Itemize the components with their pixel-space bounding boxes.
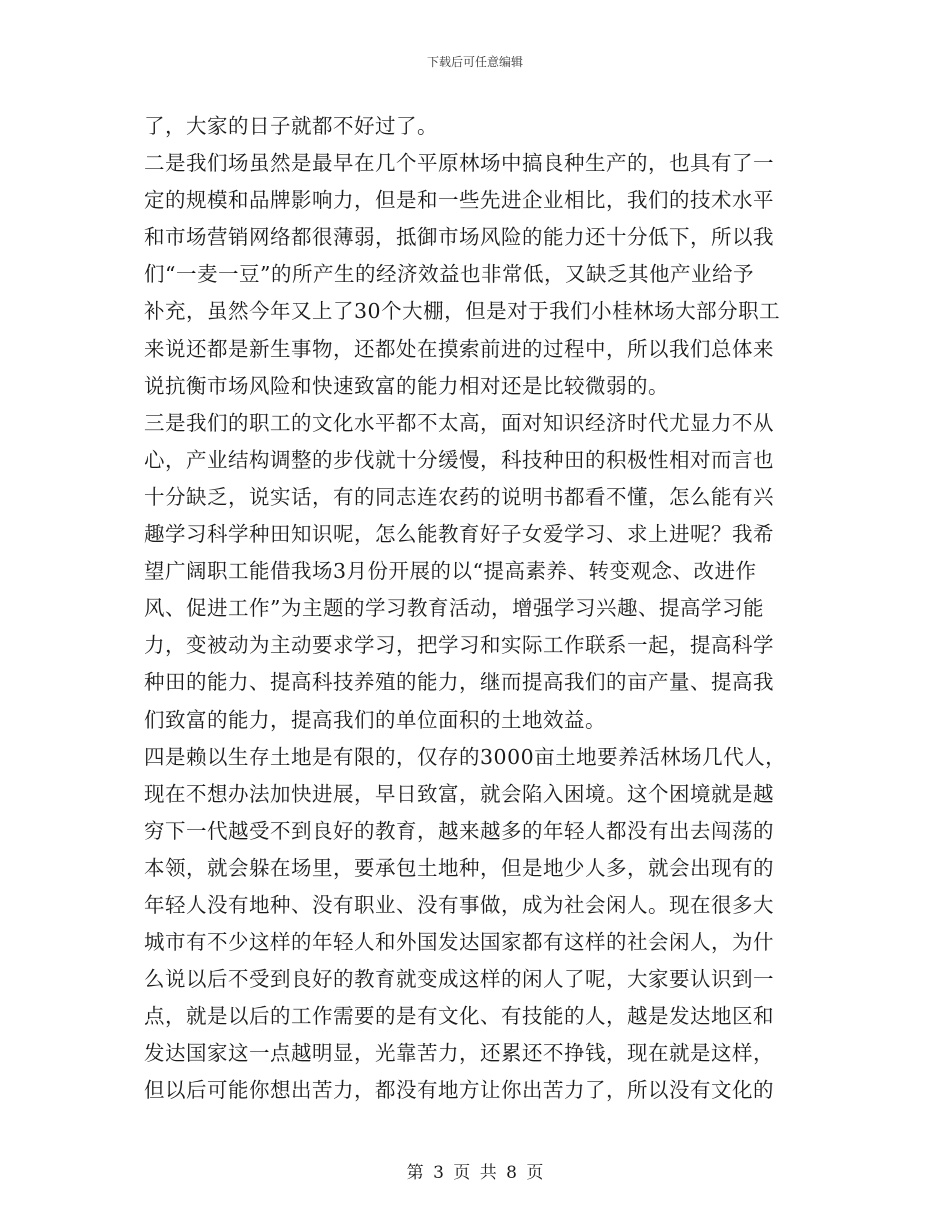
text-line: 城市有不少这样的年轻人和外国发达国家都有这样的社会闲人，为什 <box>144 930 774 955</box>
text-line: 们致富的能力，提高我们的单位面积的土地效益。 <box>144 707 606 732</box>
text-line: 四是赖以生存土地是有限的，仅存的3000亩土地要养活林场几代人， <box>144 744 787 769</box>
text-line: 风、促进工作”为主题的学习教育活动，增强学习兴趣、提高学习能 <box>144 596 764 621</box>
text-line: 年轻人没有地种、没有职业、没有事做，成为社会闲人。现在很多大 <box>144 892 774 917</box>
text-line: 本领，就会躲在场里，要承包土地种，但是地少人多，就会出现有的 <box>144 855 774 880</box>
text-line: 点，就是以后的工作需要的是有文化、有技能的人，越是发达地区和 <box>144 1004 774 1029</box>
text-line: 心，产业结构调整的步伐就十分缓慢，科技种田的积极性相对而言也 <box>144 447 774 472</box>
text-line: 来说还都是新生事物，还都处在摸索前进的过程中，所以我们总体来 <box>144 336 774 361</box>
text-line: 种田的能力、提高科技养殖的能力，继而提高我们的亩产量、提高我 <box>144 670 774 695</box>
text-line: 但以后可能你想出苦力，都没有地方让你出苦力了，所以没有文化的 <box>144 1078 774 1103</box>
text-line: 十分缺乏，说实话，有的同志连农药的说明书都看不懂，怎么能有兴 <box>144 484 774 509</box>
text-line: 了，大家的日子就都不好过了。 <box>144 114 438 138</box>
text-line: 们“一麦一豆”的所产生的经济效益也非常低，又缺乏其他产业给予 <box>144 262 754 287</box>
text-line: 二是我们场虽然是最早在几个平原林场中搞良种生产的，也具有了一 <box>144 151 774 176</box>
document-body <box>144 108 808 1110</box>
text-line: 补充，虽然今年又上了30个大棚，但是对于我们小桂林场大部分职工 <box>144 299 781 324</box>
text-line: 发达国家这一点越明显，光靠苦力，还累还不挣钱，现在就是这样， <box>144 1041 774 1066</box>
text-line: 说抗衡市场风险和快速致富的能力相对还是比较微弱的。 <box>144 373 669 398</box>
text-line: 和市场营销网络都很薄弱，抵御市场风险的能力还十分低下，所以我 <box>144 225 774 250</box>
text-line: 趣学习科学种田知识呢，怎么能教育好子女爱学习、求上进呢？我希 <box>144 522 774 547</box>
text-line: 么说以后不受到良好的教育就变成这样的闲人了呢，大家要认识到一 <box>144 967 774 992</box>
page-number-footer: 第 3 页 共 8 页 <box>406 1163 544 1183</box>
text-line: 三是我们的职工的文化水平都不太高，面对知识经济时代尤显力不从 <box>144 410 774 435</box>
text-line: 穷下一代越受不到良好的教育，越来越多的年轻人都没有出去闯荡的 <box>144 818 774 843</box>
text-line: 现在不想办法加快进展，早日致富，就会陷入困境。这个困境就是越 <box>144 781 774 806</box>
page-header: 下载后可任意编辑 <box>426 55 523 69</box>
text-line: 定的规模和品牌影响力，但是和一些先进企业相比，我们的技术水平 <box>144 188 774 213</box>
text-line: 力，变被动为主动要求学习，把学习和实际工作联系一起，提高科学 <box>144 633 774 658</box>
text-line: 望广阔职工能借我场3月份开展的以“提高素养、转变观念、改进作 <box>144 559 757 584</box>
